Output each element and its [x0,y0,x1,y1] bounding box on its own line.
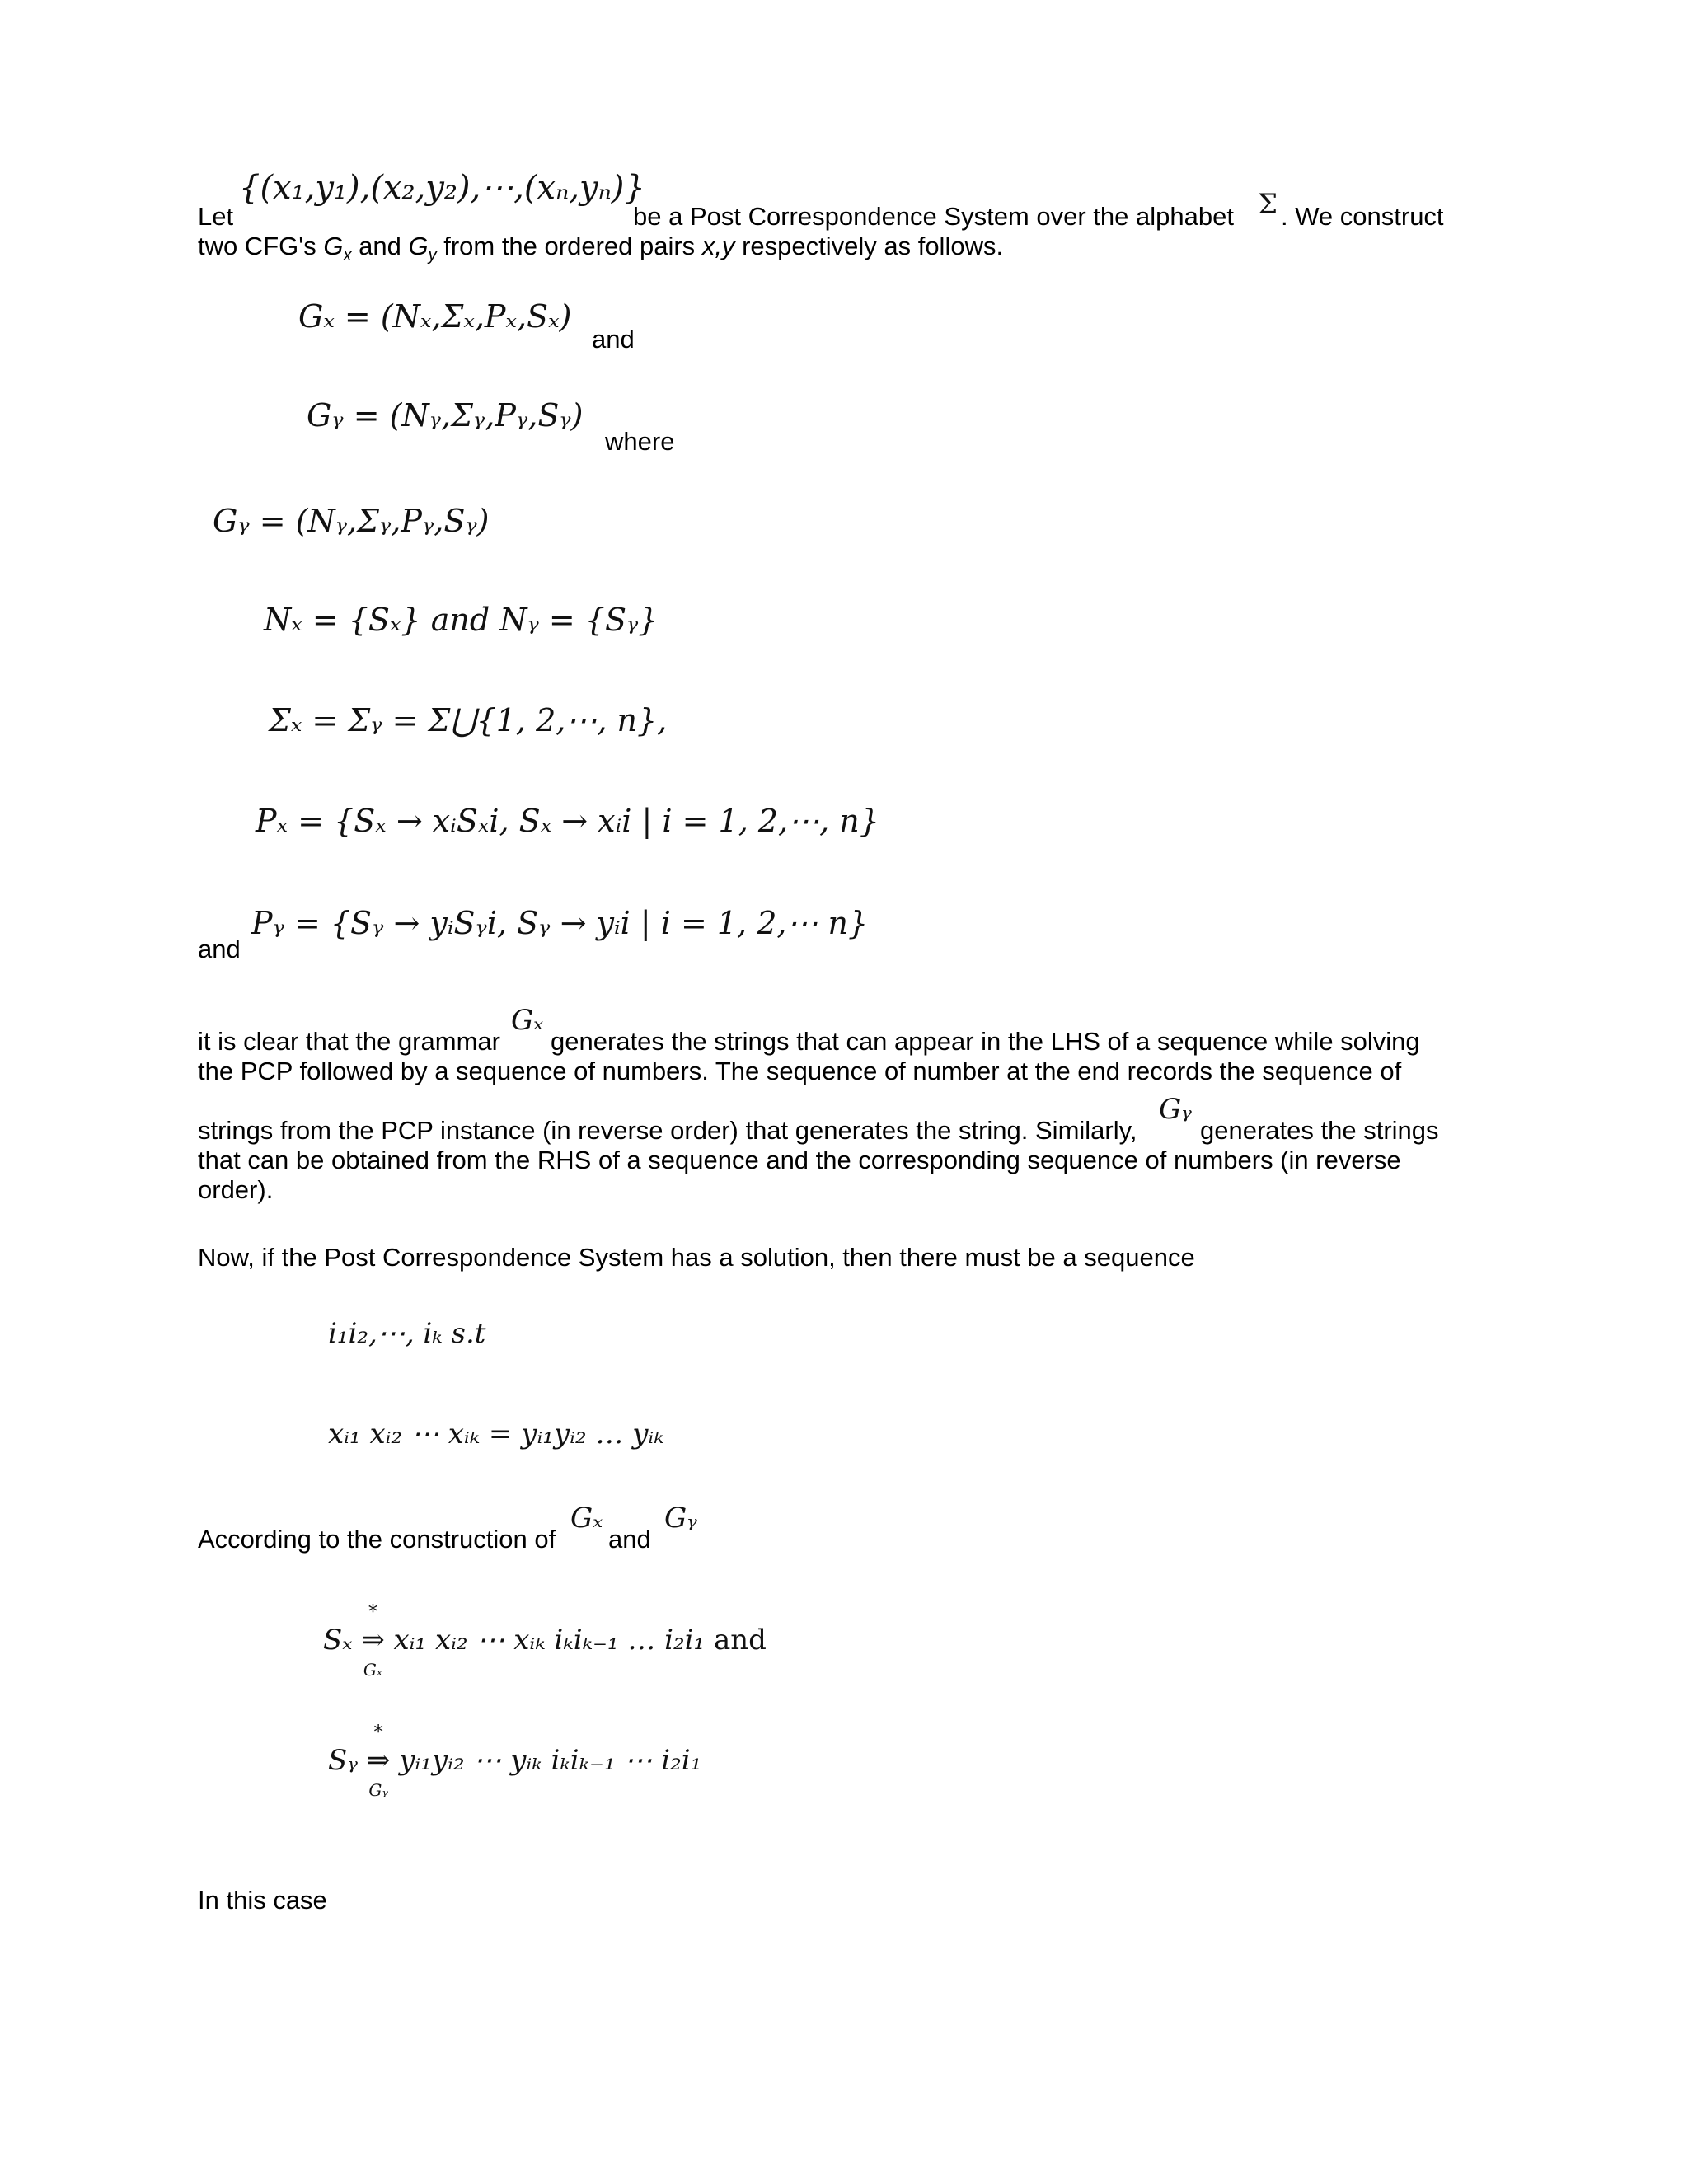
double-arrow-icon: ⇒ [366,1744,391,1777]
pcs-set-formula: {(x₁,y₁),(x₂,y₂),⋯,(xₙ,yₙ)} [239,169,645,207]
intro-and: and [359,232,401,260]
xy-label: x,y [701,232,735,260]
and-label: and [592,325,635,354]
derivation-y [328,1722,702,1800]
para1-line2: the PCP followed by a sequence of numbers. The sequence of number at the end records the sequence of [198,1057,1402,1085]
gy-inline: Gᵧ [1159,1093,1192,1126]
star-mark: * [373,1722,383,1743]
intro-let: Let [198,202,234,231]
sequence-formula: i₁i₂,⋯, iₖ s.t [328,1317,486,1350]
intro-line-2 [198,232,1003,270]
intro-text-1: be a Post Correspondence System over the alphabet [633,202,1234,231]
derives-arrow-x [361,1602,385,1680]
sx-symbol: Sₓ [323,1624,353,1657]
gy-definition-2: Gᵧ = (Nᵧ,Σᵧ,Pᵧ,Sᵧ) [213,503,490,539]
double-arrow-icon: ⇒ [361,1624,385,1657]
para1-line1-a: it is clear that the grammar [198,1027,500,1056]
para1-line3-b: generates the strings [1200,1116,1439,1145]
gx-label: $G_x$ [323,232,352,265]
gy-label: $G_y$ [408,232,437,265]
where-label: where [605,427,675,456]
para1-line5: order). [198,1175,274,1204]
gx-under-label: Gₓ [363,1660,382,1680]
sigma-symbol: Σ [1258,188,1278,221]
para1-line4: that can be obtained from the RHS of a sequence and the corresponding sequence of numbers (in reverse [198,1146,1401,1174]
sigma-definition: Σₓ = Σᵧ = Σ⋃{1, 2,⋯, n}, [269,702,668,738]
intro-text-5: respectively as follows. [742,232,1004,260]
intro-text-4: from the ordered pairs [443,232,696,260]
derivation-and: and [714,1624,767,1657]
para2-text: Now, if the Post Correspondence System has a solution, then there must be a sequence [198,1243,1195,1272]
n-definition: Nₓ = {Sₓ} and Nᵧ = {Sᵧ} [264,602,659,638]
closing-text: In this case [198,1886,327,1915]
derives-arrow-y [366,1722,391,1800]
gx-inline-2: Gₓ [570,1502,603,1535]
px-definition: Pₓ = {Sₓ → xᵢSₓi, Sₓ → xᵢi | i = 1, 2,⋯, n} [256,803,879,839]
gy-definition: Gᵧ = (Nᵧ,Σᵧ,Pᵧ,Sᵧ) [307,397,584,434]
rhs-y: yᵢ₁yᵢ₂ ⋯ yᵢₖ iₖiₖ₋₁ ⋯ i₂i₁ [399,1744,702,1777]
py-definition: Pᵧ = {Sᵧ → yᵢSᵧi, Sᵧ → yᵢi | i = 1, 2,⋯ n} [251,905,869,941]
solution-equation: xᵢ₁ xᵢ₂ ⋯ xᵢₖ = yᵢ₁yᵢ₂ … yᵢₖ [328,1418,664,1451]
gx-definition: Gₓ = (Nₓ,Σₓ,Pₓ,Sₓ) [298,298,572,335]
gy-under-label: Gᵧ [368,1780,388,1800]
para1-line1-b: generates the strings that can appear in the LHS of a sequence while solving [551,1027,1420,1056]
star-mark: * [368,1602,377,1623]
gx-inline: Gₓ [511,1004,544,1037]
intro-text-2: . We construct [1281,202,1444,231]
and-label-2: and [198,935,241,963]
para3-text: According to the construction of [198,1525,556,1554]
derivation-x [323,1602,767,1680]
para3-and: and [608,1525,651,1554]
sy-symbol: Sᵧ [328,1744,359,1777]
intro-text-3: two CFG's [198,232,316,260]
rhs-x: xᵢ₁ xᵢ₂ ⋯ xᵢₖ iₖiₖ₋₁ … i₂i₁ [393,1624,706,1657]
gy-inline-2: Gᵧ [664,1502,697,1535]
para1-line3-a: strings from the PCP instance (in reverse order) that generates the string. Similarly, [198,1116,1137,1145]
